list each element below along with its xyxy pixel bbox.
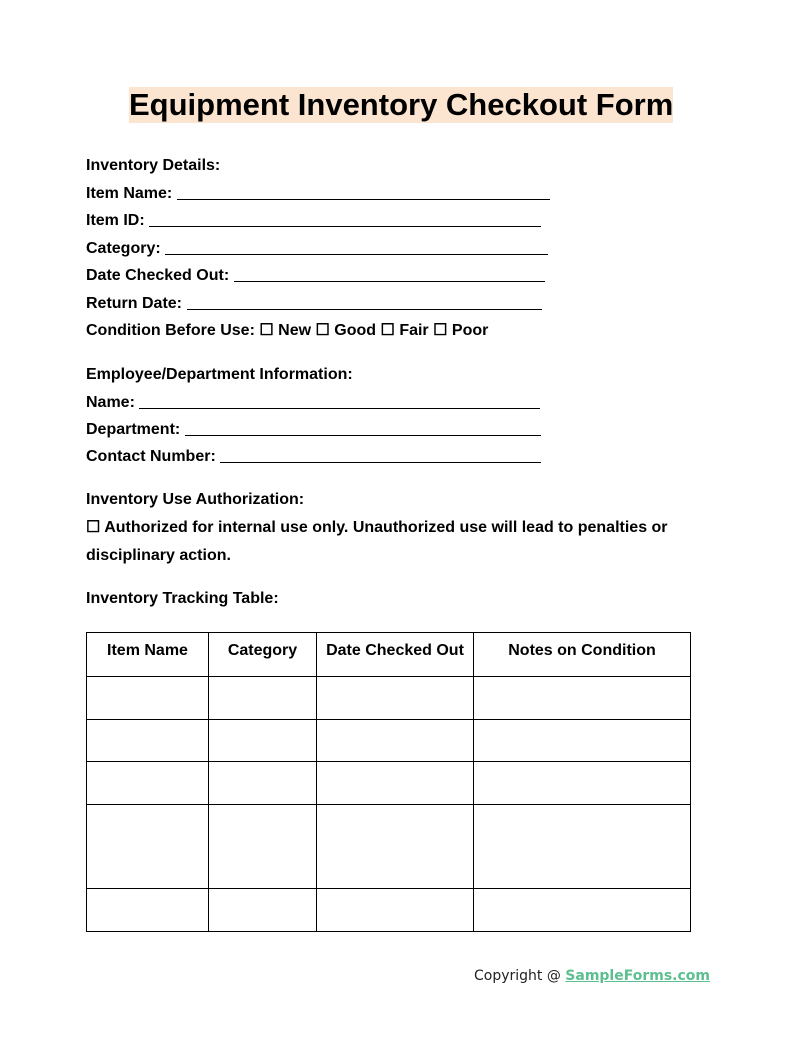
condition-new-label: New (278, 322, 312, 339)
contact-field[interactable] (220, 462, 541, 463)
table-row (87, 889, 691, 932)
sampleforms-link[interactable]: SampleForms.com (565, 968, 710, 984)
table-cell[interactable] (317, 762, 474, 805)
condition-good-label: Good (334, 322, 377, 339)
table-cell[interactable] (209, 805, 317, 889)
table-cell[interactable] (87, 762, 209, 805)
name-field[interactable] (139, 408, 540, 409)
checkbox-fair[interactable]: ☐ (380, 322, 395, 339)
table-cell[interactable] (474, 762, 691, 805)
field-label-item-id: Item ID: (86, 212, 145, 229)
section-heading-employee: Employee/Department Information: (86, 366, 353, 383)
return-date-field[interactable] (187, 309, 542, 310)
table-cell[interactable] (317, 805, 474, 889)
authorization-checkbox[interactable]: ☐ (86, 519, 101, 536)
condition-label: Condition Before Use: (86, 322, 255, 339)
authorization-text: Authorized for internal use only. Unauthorized use will lead to penalties or (104, 519, 668, 536)
condition-row (86, 321, 488, 341)
field-label-date-out: Date Checked Out: (86, 267, 230, 284)
field-label-return-date: Return Date: (86, 295, 183, 312)
column-header: Item Name (87, 633, 209, 677)
table-row (87, 762, 691, 805)
table-row (87, 720, 691, 762)
table-cell[interactable] (474, 889, 691, 932)
section-heading-authorization: Inventory Use Authorization: (86, 491, 305, 508)
department-field[interactable] (185, 435, 541, 436)
column-header: Date Checked Out (317, 633, 474, 677)
column-header: Category (209, 633, 317, 677)
table-cell[interactable] (317, 677, 474, 720)
field-label-category: Category: (86, 240, 161, 257)
authorization-text-cont: disciplinary action. (86, 547, 231, 564)
condition-fair-label: Fair (399, 322, 429, 339)
table-row (87, 677, 691, 720)
table-cell[interactable] (209, 720, 317, 762)
tracking-table (86, 632, 691, 932)
section-heading-inventory: Inventory Details: (86, 157, 221, 174)
item-id-field[interactable] (149, 226, 541, 227)
table-cell[interactable] (209, 889, 317, 932)
item-name-field[interactable] (177, 199, 550, 200)
section-heading-tracking: Inventory Tracking Table: (86, 590, 279, 607)
field-label-department: Department: (86, 421, 181, 438)
checkbox-poor[interactable]: ☐ (433, 322, 448, 339)
table-cell[interactable] (474, 677, 691, 720)
table-cell[interactable] (317, 720, 474, 762)
category-field[interactable] (165, 254, 548, 255)
table-cell[interactable] (317, 889, 474, 932)
table-cell[interactable] (209, 677, 317, 720)
authorization-line (86, 518, 668, 538)
table-cell[interactable] (87, 720, 209, 762)
date-out-field[interactable] (234, 281, 545, 282)
field-label-item-name: Item Name: (86, 185, 173, 202)
copyright-text: Copyright @ (473, 968, 566, 984)
table-row (87, 805, 691, 889)
table-cell[interactable] (87, 805, 209, 889)
condition-poor-label: Poor (451, 322, 489, 339)
table-cell[interactable] (474, 720, 691, 762)
table-header-row (87, 633, 691, 677)
table-cell[interactable] (87, 889, 209, 932)
checkbox-new[interactable]: ☐ (259, 322, 274, 339)
checkbox-good[interactable]: ☐ (315, 322, 330, 339)
copyright (474, 968, 710, 984)
table-cell[interactable] (87, 677, 209, 720)
page-title: Equipment Inventory Checkout Form (129, 87, 674, 122)
field-label-contact: Contact Number: (86, 448, 216, 465)
table-cell[interactable] (209, 762, 317, 805)
column-header: Notes on Condition (474, 633, 691, 677)
field-label-name: Name: (86, 394, 135, 411)
table-cell[interactable] (474, 805, 691, 889)
